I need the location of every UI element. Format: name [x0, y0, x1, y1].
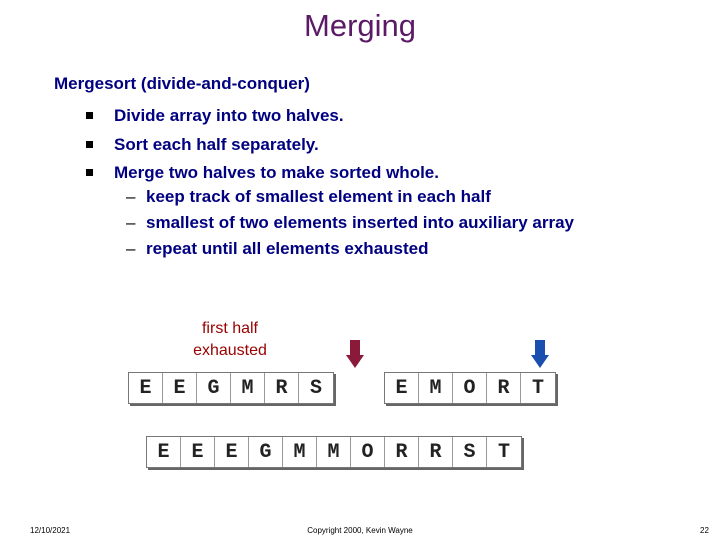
dash-icon: – [126, 239, 136, 258]
sub-bullet-text: smallest of two elements inserted into auxiliary array [146, 213, 574, 232]
array-cell: E [147, 437, 181, 467]
bullet-text: Sort each half separately. [114, 135, 319, 154]
footer-page-number: 22 [700, 526, 709, 535]
array-cell: S [453, 437, 487, 467]
bullet-text: Merge two halves to make sorted whole. [114, 163, 439, 182]
array-cell: M [419, 373, 453, 403]
slide-title: Merging [304, 8, 416, 43]
footer-date: 12/10/2021 [30, 526, 71, 535]
footer-copyright: Copyright 2000, Kevin Wayne [307, 526, 413, 535]
right-pointer-arrow-icon [531, 340, 549, 368]
array-cell: R [385, 437, 419, 467]
array-cell: E [129, 373, 163, 403]
left-half-array [128, 372, 334, 404]
array-cell: R [419, 437, 453, 467]
sub-bullet-text: keep track of smallest element in each half [146, 187, 491, 206]
slide-subtitle: Mergesort (divide-and-conquer) [54, 74, 310, 93]
array-cell: M [283, 437, 317, 467]
merged-array [146, 436, 522, 468]
bullet-square-icon [86, 141, 93, 148]
array-cell: O [453, 373, 487, 403]
array-cell: E [385, 373, 419, 403]
array-cell: O [351, 437, 385, 467]
left-pointer-arrow-icon [346, 340, 364, 368]
bullet-square-icon [86, 169, 93, 176]
array-cell: M [231, 373, 265, 403]
array-cell: G [197, 373, 231, 403]
array-cell: T [531, 376, 544, 400]
first-half-exhausted-note: first half exhausted [193, 320, 267, 359]
dash-icon: – [126, 213, 136, 232]
bullet-text: Divide array into two halves. [114, 106, 344, 125]
sub-bullet-text: repeat until all elements exhausted [146, 239, 429, 258]
right-half-array [384, 372, 556, 404]
dash-icon: – [126, 187, 136, 206]
array-cell: S [309, 376, 322, 400]
array-cell: M [317, 437, 351, 467]
array-cell: R [265, 373, 299, 403]
array-cell: T [497, 440, 510, 464]
array-cell: E [215, 437, 249, 467]
array-cell: E [163, 373, 197, 403]
array-cell: G [249, 437, 283, 467]
array-cell: R [487, 373, 521, 403]
bullet-square-icon [86, 112, 93, 119]
array-cell: E [181, 437, 215, 467]
